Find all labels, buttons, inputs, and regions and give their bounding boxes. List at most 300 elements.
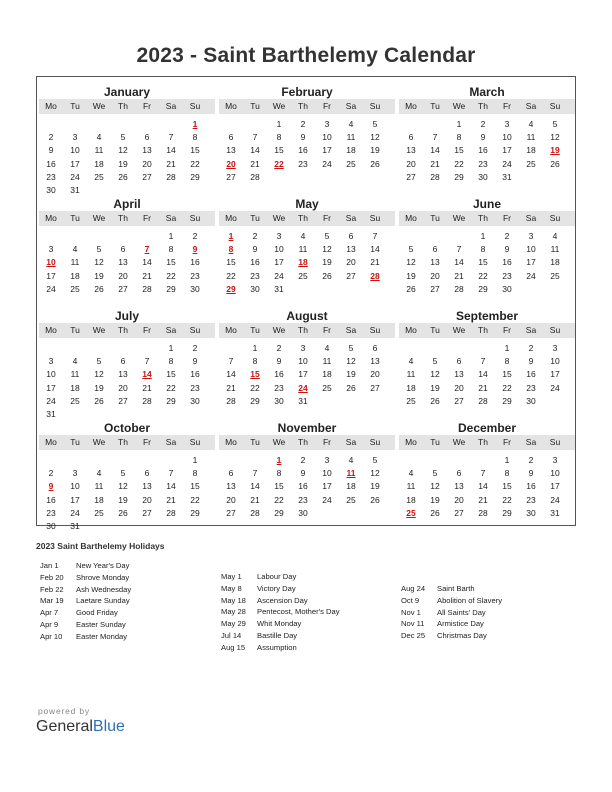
day-cell: 8 [504,356,510,367]
day-cell: 8 [456,132,462,143]
day-cell: 3 [72,132,78,143]
day-cell: 17 [550,481,560,492]
day-cell: 14 [478,481,488,492]
day-cell: 1 [192,455,198,465]
day-cell: 14 [226,369,236,380]
weekday-label: Mo [405,325,417,335]
day-cell: 7 [252,132,258,143]
day-cell: 8 [504,468,510,479]
day-cell: 3 [300,343,306,353]
logo-blue: Blue [92,718,125,735]
logo-general: General [36,718,93,735]
day-cell: 21 [142,270,152,281]
day-cell: 24 [46,283,56,294]
day-cell: 19 [346,369,356,380]
day-cell: 14 [250,481,260,492]
day-cell: 24 [526,270,536,281]
powered-by-text: powered by [38,706,90,716]
holiday-name: Armistice Day [437,619,484,629]
day-cell: 19 [94,270,104,281]
day-cell: 3 [276,231,282,241]
holiday-date: May 8 [221,583,242,593]
day-cell: 1 [480,231,486,241]
day-cell: 26 [94,283,104,294]
month-july [37,301,217,419]
day-cell: 7 [144,356,150,367]
day-cell: 25 [526,158,536,169]
weekday-label: Tu [250,213,260,223]
day-cell: 29 [502,395,512,406]
day-cell: 18 [550,257,560,268]
day-cell: 13 [118,257,128,268]
day-cell: 13 [454,481,464,492]
weekday-label: Su [189,437,201,447]
day-cell: 3 [72,468,78,479]
weekday-label: Mo [405,213,417,223]
day-cell: 22 [478,270,488,281]
day-cell: 12 [346,356,356,367]
holiday-day-cell: 22 [274,158,284,169]
day-cell: 3 [552,455,558,465]
day-cell: 7 [456,244,462,255]
day-cell: 17 [46,270,56,281]
day-cell: 17 [274,257,284,268]
day-cell: 4 [96,468,102,479]
holiday-name: Labour Day [257,572,297,581]
day-cell: 20 [430,270,440,281]
holiday-name: New Year's Day [76,561,130,570]
weekday-label: Th [298,325,308,335]
day-cell: 25 [94,171,104,182]
weekday-label: Fr [322,101,332,111]
day-cell: 23 [526,382,536,393]
day-cell: 15 [274,481,284,492]
day-cell: 6 [120,356,126,367]
day-cell: 15 [166,257,176,268]
day-cell: 22 [226,270,236,281]
day-cell: 22 [502,494,512,505]
day-cell: 10 [322,132,332,143]
day-cell: 26 [94,395,104,406]
day-cell: 28 [250,171,260,182]
day-cell: 22 [190,158,200,169]
weekday-label: Th [478,325,488,335]
weekday-label: Fr [502,213,512,223]
day-cell: 26 [322,270,332,281]
day-cell: 12 [94,369,104,380]
day-cell: 8 [252,356,258,367]
holiday-day-cell: 15 [250,369,260,380]
month-march [397,77,577,189]
day-cell: 6 [348,231,354,241]
day-cell: 20 [118,270,128,281]
day-cell: 19 [370,145,380,156]
day-cell: 10 [322,468,332,479]
day-cell: 8 [168,356,174,367]
day-cell: 30 [46,521,56,531]
weekday-label: Fr [142,325,152,335]
day-cell: 25 [94,507,104,518]
day-cell: 11 [346,132,356,143]
month-name: May [295,197,319,211]
day-cell: 18 [346,145,356,156]
day-cell: 29 [190,171,200,182]
day-cell: 11 [298,244,308,255]
day-cell: 24 [550,494,560,505]
weekday-label: Mo [45,213,57,223]
day-cell: 25 [550,270,560,281]
holiday-date: Aug 24 [401,584,426,593]
day-cell: 18 [70,270,80,281]
day-cell: 12 [430,481,440,492]
holiday-day-cell: 19 [550,145,560,156]
month-name: June [472,197,501,211]
holiday-day-cell: 1 [228,231,234,241]
weekday-label: Mo [45,437,57,447]
day-cell: 2 [300,119,306,129]
month-name: January [103,85,151,99]
weekday-label: Tu [430,437,440,447]
day-cell: 4 [408,356,414,367]
day-cell: 29 [190,507,200,518]
weekday-label: We [272,101,286,111]
day-cell: 22 [502,382,512,393]
day-cell: 2 [480,119,486,129]
day-cell: 2 [192,231,198,241]
day-cell: 2 [528,455,534,465]
day-cell: 11 [550,244,560,255]
holiday-day-cell: 1 [276,455,282,465]
day-cell: 9 [528,468,534,479]
day-cell: 25 [322,382,332,393]
day-cell: 5 [408,244,414,255]
day-cell: 2 [504,231,510,241]
weekday-label: Th [478,437,488,447]
day-cell: 25 [70,395,80,406]
day-cell: 28 [166,507,176,518]
day-cell: 9 [528,356,534,367]
day-cell: 4 [96,132,102,143]
day-cell: 25 [70,283,80,294]
weekday-label: Sa [165,213,177,223]
day-cell: 11 [406,369,416,380]
day-cell: 25 [298,270,308,281]
generalblue-logo[interactable] [36,718,125,736]
day-cell: 9 [48,145,54,156]
holiday-name: Bastille Day [257,630,298,640]
day-cell: 2 [276,343,282,353]
day-cell: 8 [192,468,198,479]
day-cell: 5 [324,231,330,241]
holiday-name: Laetare Sunday [76,596,130,606]
holiday-day-cell: 24 [298,382,308,393]
day-cell: 3 [504,119,510,129]
day-cell: 30 [478,171,488,182]
month-august [217,301,397,413]
day-cell: 1 [276,119,282,129]
day-cell: 19 [430,382,440,393]
page-title: 2023 - Saint Barthelemy Calendar [136,44,476,67]
day-cell: 10 [70,145,80,156]
day-cell: 30 [274,395,284,406]
day-cell: 31 [502,171,512,182]
day-cell: 17 [502,145,512,156]
holiday-name: Assumption [257,642,297,652]
day-cell: 9 [300,132,306,143]
day-cell: 21 [370,257,380,268]
holiday-day-cell: 18 [298,257,308,268]
day-cell: 12 [430,369,440,380]
day-cell: 4 [300,231,306,241]
day-cell: 26 [118,171,128,182]
day-cell: 19 [406,270,416,281]
day-cell: 6 [144,132,150,143]
day-cell: 8 [480,244,486,255]
day-cell: 14 [478,369,488,380]
day-cell: 13 [226,481,236,492]
holiday-date: Nov 11 [401,619,425,629]
day-cell: 23 [190,382,200,393]
day-cell: 24 [322,494,332,505]
day-cell: 21 [250,158,260,169]
weekday-label: Th [118,325,128,335]
weekday-label: Tu [250,325,260,335]
holiday-date: Feb 22 [40,584,64,594]
weekday-label: Tu [430,101,440,111]
month-name: April [113,197,141,211]
day-cell: 30 [250,283,260,294]
day-cell: 7 [372,231,378,241]
day-cell: 15 [190,145,200,156]
weekday-label: Sa [525,325,537,335]
weekday-label: Th [478,101,488,111]
day-cell: 4 [72,244,78,255]
weekday-label: Su [369,437,381,447]
month-april [37,189,217,301]
day-cell: 21 [430,158,440,169]
day-cell: 23 [298,158,308,169]
weekday-label: Fr [142,437,152,447]
day-cell: 13 [118,369,128,380]
weekday-label: Mo [225,213,237,223]
day-cell: 17 [70,158,80,169]
day-cell: 12 [370,468,380,479]
month-november [217,413,397,525]
day-cell: 12 [118,481,128,492]
day-cell: 31 [274,283,284,294]
day-cell: 24 [46,395,56,406]
weekday-label: We [92,325,106,335]
day-cell: 5 [120,132,126,143]
day-cell: 9 [192,356,198,367]
day-cell: 12 [118,145,128,156]
day-cell: 22 [166,270,176,281]
day-cell: 17 [298,369,308,380]
day-cell: 21 [166,158,176,169]
day-cell: 12 [406,257,416,268]
day-cell: 10 [526,244,536,255]
day-cell: 21 [226,382,236,393]
day-cell: 16 [526,481,536,492]
day-cell: 4 [552,231,558,241]
month-name: August [286,309,328,323]
day-cell: 7 [432,132,438,143]
holiday-date: May 18 [221,595,246,605]
holiday-name: Shrove Monday [76,572,130,582]
day-cell: 18 [94,494,104,505]
weekday-label: We [92,213,106,223]
day-cell: 1 [504,455,510,465]
weekday-label: Su [369,325,381,335]
day-cell: 4 [348,455,354,465]
holiday-name: Christmas Day [437,631,487,641]
day-cell: 18 [94,158,104,169]
weekday-label: Th [478,213,488,223]
day-cell: 14 [250,145,260,156]
day-cell: 22 [250,382,260,393]
day-cell: 5 [348,343,354,353]
day-cell: 16 [46,158,56,169]
day-cell: 6 [228,468,234,479]
day-cell: 20 [142,494,152,505]
day-cell: 15 [190,481,200,492]
day-cell: 11 [70,369,80,380]
month-september [397,301,577,413]
holiday-name: Abolition of Slavery [437,595,503,605]
day-cell: 16 [298,481,308,492]
day-cell: 22 [166,382,176,393]
weekday-label: Su [369,213,381,223]
day-cell: 20 [142,158,152,169]
day-cell: 7 [480,468,486,479]
day-cell: 7 [168,132,174,143]
day-cell: 21 [454,270,464,281]
day-cell: 14 [142,257,152,268]
day-cell: 4 [72,356,78,367]
day-cell: 2 [252,231,258,241]
weekday-label: Su [549,437,561,447]
day-cell: 23 [274,382,284,393]
holiday-day-cell: 1 [192,119,198,129]
day-cell: 26 [430,395,440,406]
day-cell: 22 [274,494,284,505]
day-cell: 4 [348,119,354,129]
holiday-date: Jan 1 [40,561,59,570]
day-cell: 2 [300,455,306,465]
day-cell: 16 [298,145,308,156]
day-cell: 26 [406,283,416,294]
day-cell: 14 [166,481,176,492]
holiday-name: Easter Sunday [76,619,126,629]
day-cell: 13 [454,369,464,380]
day-cell: 13 [226,145,236,156]
holiday-date: Jul 14 [221,630,242,640]
day-cell: 17 [526,257,536,268]
day-cell: 23 [190,270,200,281]
day-cell: 5 [96,356,102,367]
day-cell: 28 [454,283,464,294]
day-cell: 6 [408,132,414,143]
day-cell: 10 [550,356,560,367]
day-cell: 24 [70,507,80,518]
day-cell: 16 [46,494,56,505]
day-cell: 29 [502,507,512,518]
day-cell: 3 [48,244,54,255]
day-cell: 12 [550,132,560,143]
holiday-date: Dec 25 [401,631,426,641]
month-name: December [457,421,517,435]
day-cell: 27 [226,171,236,182]
holiday-name: Good Friday [76,608,118,618]
weekday-label: Su [549,325,561,335]
day-cell: 28 [478,395,488,406]
day-cell: 3 [324,455,330,465]
day-cell: 4 [528,119,534,129]
day-cell: 17 [322,145,332,156]
day-cell: 15 [274,145,284,156]
day-cell: 2 [528,343,534,353]
day-cell: 16 [274,369,284,380]
day-cell: 18 [526,145,536,156]
day-cell: 23 [502,270,512,281]
day-cell: 16 [190,369,200,380]
weekday-label: Tu [250,437,260,447]
weekday-label: Mo [225,101,237,111]
weekday-label: Tu [430,325,440,335]
day-cell: 7 [168,468,174,479]
weekday-label: Th [298,213,308,223]
day-cell: 17 [70,494,80,505]
holiday-day-cell: 25 [406,507,416,518]
day-cell: 4 [408,468,414,479]
holiday-date: May 29 [221,619,246,629]
day-cell: 1 [168,231,174,241]
month-name: March [469,85,505,99]
weekday-label: Tu [70,437,80,447]
day-cell: 31 [70,185,80,195]
day-cell: 14 [166,145,176,156]
month-name: October [103,421,150,435]
day-cell: 8 [276,468,282,479]
day-cell: 12 [322,244,332,255]
weekday-label: Su [189,101,201,111]
weekday-label: Fr [142,213,152,223]
day-cell: 8 [192,132,198,143]
weekday-label: Sa [345,101,357,111]
weekday-label: Th [118,437,128,447]
day-cell: 25 [346,158,356,169]
holiday-name: Easter Monday [76,631,128,641]
weekday-label: We [272,213,286,223]
day-cell: 10 [298,356,308,367]
day-cell: 2 [48,468,54,479]
holiday-date: Feb 20 [40,572,64,582]
weekday-label: Fr [502,325,512,335]
day-cell: 13 [142,481,152,492]
weekday-label: Sa [165,437,177,447]
day-cell: 4 [324,343,330,353]
weekday-label: Sa [165,101,177,111]
day-cell: 22 [190,494,200,505]
day-cell: 20 [406,158,416,169]
month-february [217,77,397,189]
weekday-label: Th [298,101,308,111]
day-cell: 12 [370,132,380,143]
day-cell: 28 [430,171,440,182]
day-cell: 27 [406,171,416,182]
day-cell: 14 [454,257,464,268]
day-cell: 31 [46,409,56,419]
